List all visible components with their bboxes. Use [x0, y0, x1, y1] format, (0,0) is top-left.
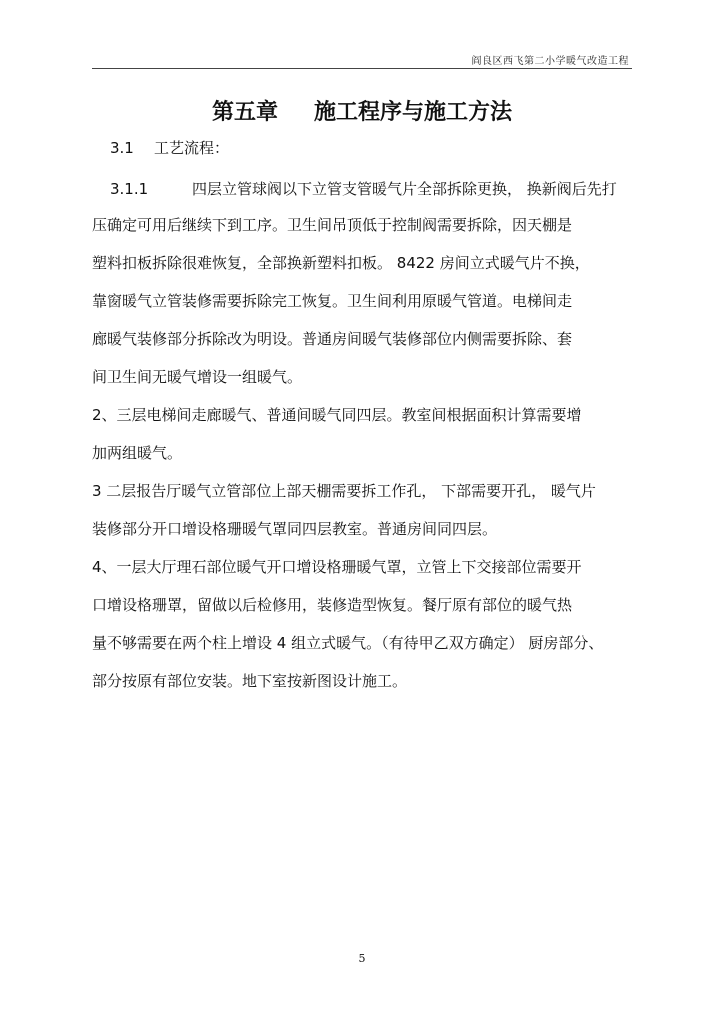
paragraph-line-text: 四层立管球阀以下立管支管暖气片全部拆除更换， 换新阀后先打 — [192, 180, 617, 198]
subsection-number: 3.1.1 — [110, 180, 149, 198]
paragraph-line: 部分按原有部位安装。地下室按新图设计施工。 — [92, 672, 408, 690]
paragraph-line: 压确定可用后继续下到工序。卫生间吊顶低于控制阀需要拆除，因天棚是 — [92, 216, 573, 234]
section-heading — [110, 138, 229, 158]
section-title: 工艺流程： — [154, 139, 230, 157]
paragraph-line: 装修部分开口增设格珊暖气罩同四层教室。普通房间同四层。 — [92, 520, 498, 538]
header-divider — [92, 68, 632, 69]
chapter-number: 第五章 — [211, 100, 278, 125]
page-number: 5 — [358, 952, 366, 965]
paragraph-line: 塑料扣板拆除很难恢复，全部换新塑料扣板。 8422 房间立式暖气片不换， — [92, 254, 590, 272]
paragraph-line: 口增设格珊罩，留做以后检修用，装修造型恢复。餐厅原有部位的暖气热 — [92, 596, 573, 614]
paragraph-line: 2、三层电梯间走廊暖气、普通间暖气同四层。教室间根据面积计算需要增 — [92, 406, 582, 424]
paragraph-line: 靠窗暖气立管装修需要拆除完工恢复。卫生间利用原暖气管道。电梯间走 — [92, 292, 573, 310]
paragraph-line: 量不够需要在两个柱上增设 4 组立式暖气。（有待甲乙双方确定） 厨房部分、 — [92, 634, 604, 652]
paragraph-line: 间卫生间无暖气增设一组暖气。 — [92, 368, 303, 386]
chapter-heading: 施工程序与施工方法 — [314, 100, 513, 125]
paragraph-line: 3 二层报告厅暖气立管部位上部天棚需要拆工作孔， 下部需要开孔， 暖气片 — [92, 482, 596, 500]
paragraph-line: 廊暖气装修部分拆除改为明设。普通房间暖气装修部位内侧需要拆除、套 — [92, 330, 573, 348]
paragraph-line — [110, 179, 617, 199]
paragraph-line: 加两组暖气。 — [92, 444, 183, 462]
section-number: 3.1 — [110, 139, 134, 157]
running-header: 阎良区西飞第二小学暖气改造工程 — [471, 56, 629, 67]
paragraph-line: 4、一层大厅理石部位暖气开口增设格珊暖气罩，立管上下交接部位需要开 — [92, 558, 582, 576]
chapter-title — [0, 95, 724, 126]
